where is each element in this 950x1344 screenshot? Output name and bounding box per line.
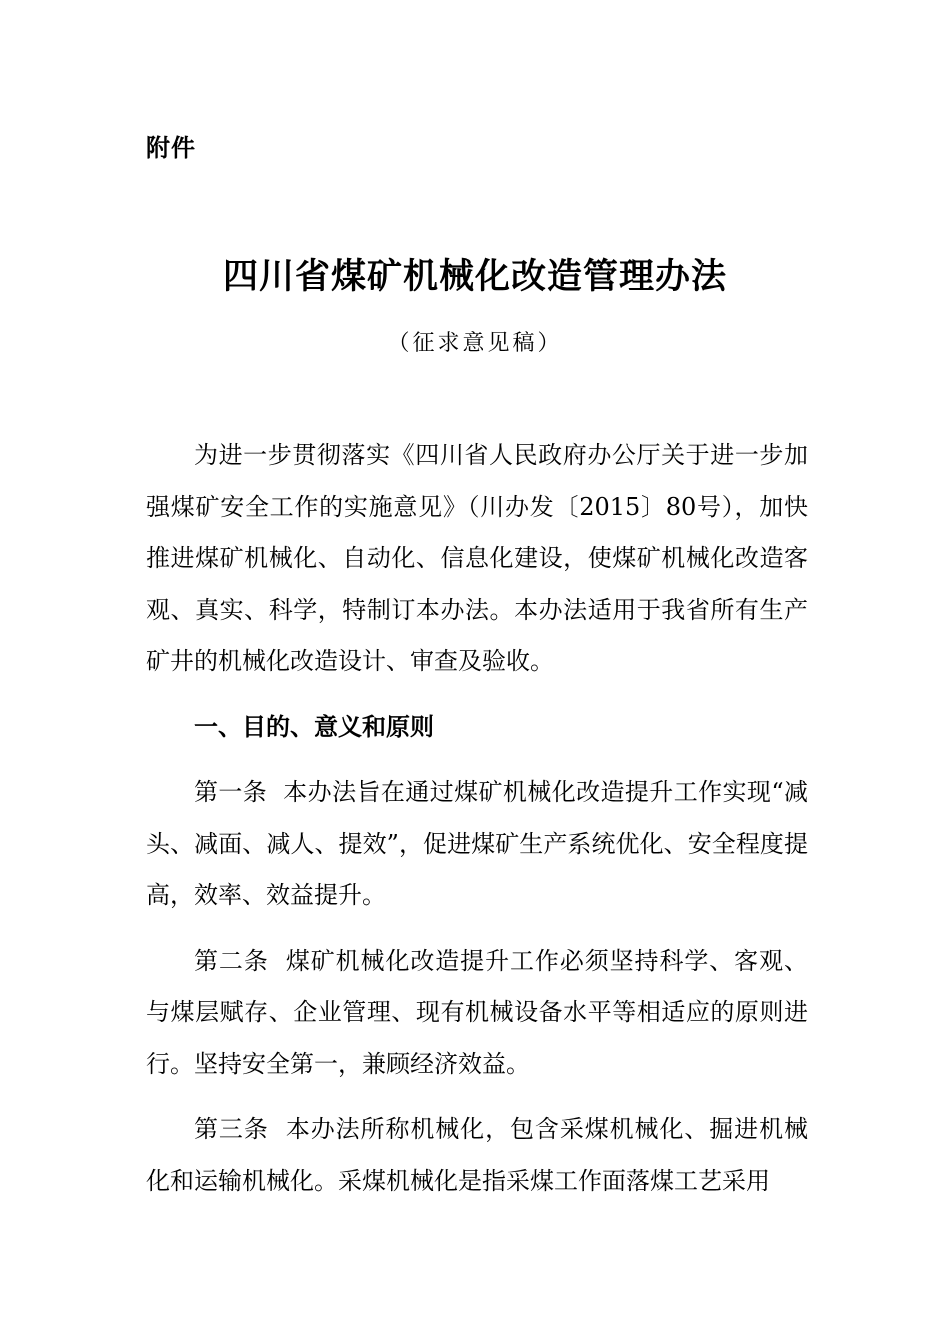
- article-number: 第三条: [194, 1115, 269, 1143]
- section-heading: 一、目的、意义和原则: [194, 712, 434, 741]
- article-number: 第二条: [194, 946, 269, 975]
- document-subtitle: （征求意见稿）: [387, 331, 563, 356]
- article-text: 煤矿机械化改造提升工作必须坚持科学、客观、与煤层赋存、企业管理、现有机械设备水平等相适应的原则进行。坚持安全第一，兼顾经济效益。: [146, 946, 808, 1078]
- article-paragraph: [146, 936, 808, 1091]
- intro-paragraph: 为进一步贯彻落实《四川省人民政府办公厅关于进一步加强煤矿安全工作的实施意见》（川办发〔2015〕80号），加快推进煤矿机械化、自动化、信息化建设，使煤矿机械化改造客观、真实、科学，特制订本办法。本办法适用于我省所有生产矿井的机械化改造设计、审查及验收。: [146, 441, 808, 675]
- article-text: 本办法旨在通过煤矿机械化改造提升工作实现“减头、减面、减人、提效”，促进煤矿生产系统优化、安全程度提高，效率、效益提升。: [146, 778, 808, 909]
- attachment-label: 附件: [146, 134, 196, 162]
- article-number: 第一条: [194, 778, 268, 806]
- document-body: [146, 430, 808, 1221]
- article-paragraph: [146, 767, 808, 922]
- document-title: 四川省煤矿机械化改造管理办法: [222, 256, 727, 297]
- article-paragraph: [146, 1104, 808, 1207]
- article-text: 本办法所称机械化，包含采煤机械化、掘进机械化和运输机械化。采煤机械化是指采煤工作面落煤工艺采用: [146, 1115, 808, 1195]
